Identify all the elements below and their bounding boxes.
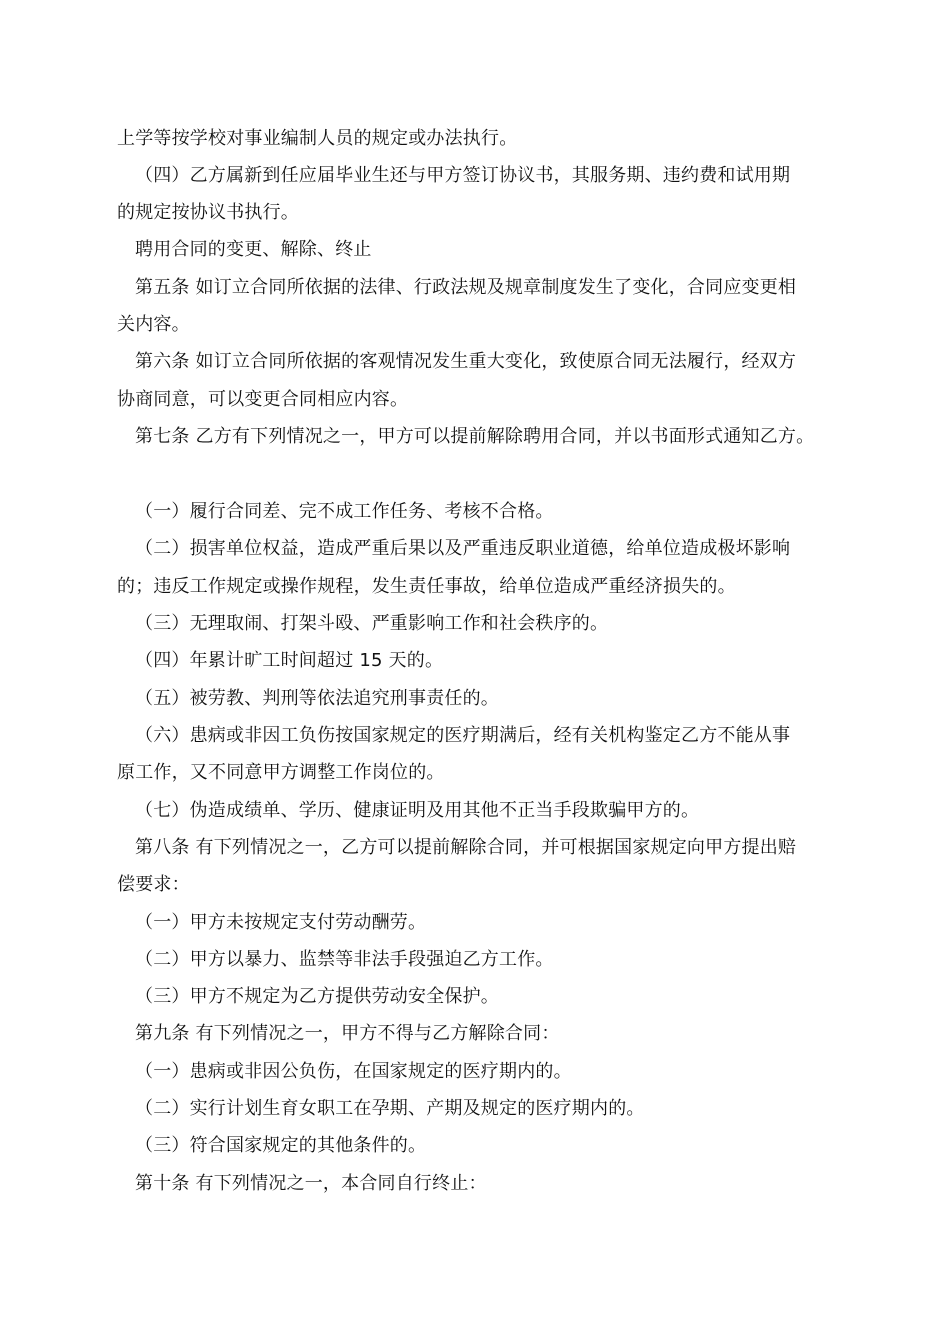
text-line: 第五条 如订立合同所依据的法律、行政法规及规章制度发生了变化，合同应变更相	[135, 277, 797, 298]
text-line: （二）甲方以暴力、监禁等非法手段强迫乙方工作。	[135, 949, 554, 970]
text-line: 第八条 有下列情况之一，乙方可以提前解除合同，并可根据国家规定向甲方提出赔	[135, 837, 797, 858]
text-line: 第十条 有下列情况之一，本合同自行终止：	[135, 1173, 487, 1194]
text-line: （一）甲方未按规定支付劳动酬劳。	[135, 912, 427, 933]
text-line: （三）无理取闹、打架斗殴、严重影响工作和社会秩序的。	[135, 613, 609, 634]
text-line: 上学等按学校对事业编制人员的规定或办法执行。	[117, 128, 518, 149]
text-line: （二）损害单位权益，造成严重后果以及严重违反职业道德，给单位造成极坏影响	[135, 538, 791, 559]
text-line: 协商同意，可以变更合同相应内容。	[117, 389, 409, 410]
text-line: 关内容。	[117, 314, 190, 335]
text-line: 第六条 如订立合同所依据的客观情况发生重大变化，致使原合同无法履行，经双方	[135, 351, 797, 372]
text-line: （一）履行合同差、完不成工作任务、考核不合格。	[135, 501, 554, 522]
text-line: （四）乙方属新到任应届毕业生还与甲方签订协议书，其服务期、违约费和试用期	[135, 165, 791, 186]
text-line: 偿要求：	[117, 874, 190, 895]
text-line: （二）实行计划生育女职工在孕期、产期及规定的医疗期内的。	[135, 1098, 645, 1119]
text-line: 原工作，又不同意甲方调整工作岗位的。	[117, 762, 445, 783]
text-line: （五）被劳教、判刑等依法追究刑事责任的。	[135, 688, 499, 709]
text-line: （三）甲方不规定为乙方提供劳动安全保护。	[135, 986, 499, 1007]
text-line: 的规定按协议书执行。	[117, 202, 299, 223]
text-line: （一）患病或非因公负伤，在国家规定的医疗期内的。	[135, 1061, 572, 1082]
text-line: 第七条 乙方有下列情况之一，甲方可以提前解除聘用合同，并以书面形式通知乙方。	[135, 426, 815, 447]
text-line: （六）患病或非因工负伤按国家规定的医疗期满后，经有关机构鉴定乙方不能从事	[135, 725, 791, 746]
text-line: （三）符合国家规定的其他条件的。	[135, 1135, 427, 1156]
text-line: （七）伪造成绩单、学历、健康证明及用其他不正当手段欺骗甲方的。	[135, 800, 700, 821]
text-line: 第九条 有下列情况之一，甲方不得与乙方解除合同：	[135, 1023, 560, 1044]
section-heading: 聘用合同的变更、解除、终止	[135, 239, 372, 260]
text-line: 的；违反工作规定或操作规程，发生责任事故，给单位造成严重经济损失的。	[117, 576, 736, 597]
text-line: （四）年累计旷工时间超过 15 天的。	[135, 650, 444, 671]
